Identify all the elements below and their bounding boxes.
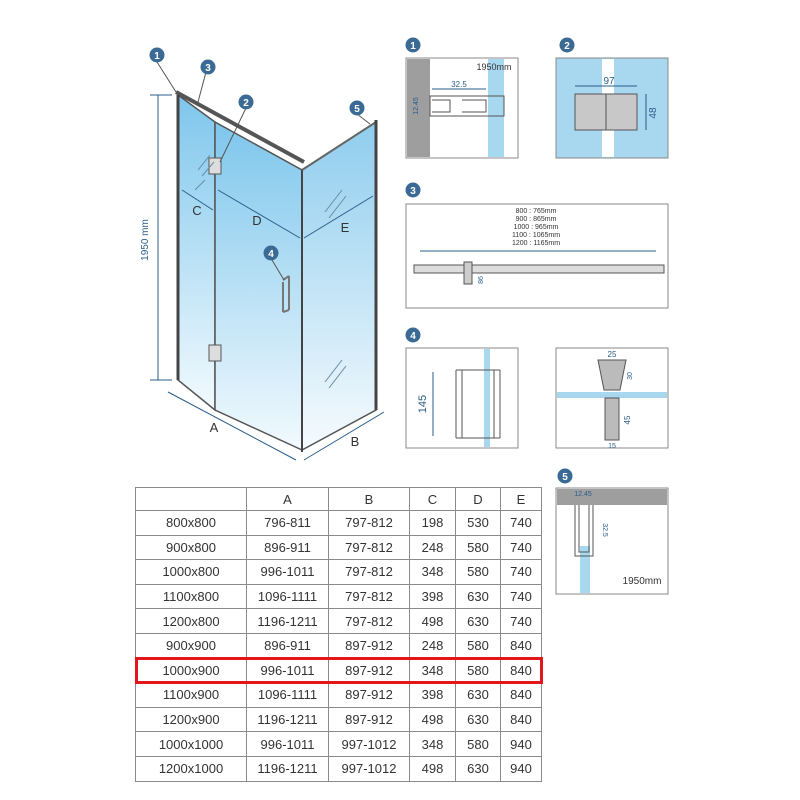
table-cell: 248 <box>410 535 456 560</box>
table-cell: 840 <box>501 633 542 658</box>
table-cell: 897-912 <box>329 707 410 732</box>
detail-5-drawing <box>555 486 670 596</box>
dim-label-b: B <box>350 434 360 449</box>
detail-2 <box>556 38 668 159</box>
table-cell: 900x800 <box>136 535 247 560</box>
table-cell: 997-1012 <box>329 732 410 757</box>
header-e: E <box>501 488 542 511</box>
header-d: D <box>456 488 501 511</box>
table-cell: 198 <box>410 511 456 536</box>
detail-5 <box>558 469 573 484</box>
table-cell: 896-911 <box>247 633 329 658</box>
enclosure-drawing <box>176 92 376 452</box>
svg-text:12.45: 12.45 <box>574 491 592 498</box>
table-row <box>136 560 542 585</box>
table-row <box>136 658 542 683</box>
table-cell: 1000x900 <box>136 658 247 683</box>
table-cell: 398 <box>410 683 456 708</box>
table-cell: 740 <box>501 511 542 536</box>
detail-1 <box>406 38 519 159</box>
table-cell: 997-1012 <box>329 756 410 781</box>
svg-text:30: 30 <box>627 372 634 380</box>
svg-text:900 : 865mm: 900 : 865mm <box>515 216 557 223</box>
table-cell: 348 <box>410 560 456 585</box>
svg-text:145: 145 <box>417 394 429 414</box>
svg-text:2: 2 <box>564 41 570 52</box>
svg-text:1200 : 1165mm: 1200 : 1165mm <box>511 240 561 247</box>
svg-text:3: 3 <box>410 186 416 197</box>
table-cell: 248 <box>410 633 456 658</box>
svg-text:2: 2 <box>243 98 249 109</box>
side-panel <box>302 122 376 450</box>
table-cell: 797-812 <box>329 535 410 560</box>
svg-text:1: 1 <box>410 41 416 52</box>
svg-text:3: 3 <box>205 63 211 74</box>
table-cell: 1196-1211 <box>247 707 329 732</box>
table-cell: 580 <box>456 535 501 560</box>
table-cell: 630 <box>456 707 501 732</box>
table-cell: 530 <box>456 511 501 536</box>
table-header-row <box>136 488 542 511</box>
table-cell: 797-812 <box>329 560 410 585</box>
table-cell: 498 <box>410 707 456 732</box>
table-cell: 900x900 <box>136 633 247 658</box>
table-row <box>136 535 542 560</box>
table-cell: 498 <box>410 756 456 781</box>
table-cell: 896-911 <box>247 535 329 560</box>
table-cell: 797-812 <box>329 609 410 634</box>
height-label: 1950 mm <box>140 219 151 261</box>
table-cell: 740 <box>501 609 542 634</box>
table-row <box>136 756 542 781</box>
svg-text:48: 48 <box>648 107 659 119</box>
svg-text:97: 97 <box>603 76 615 87</box>
callout-2 <box>239 95 254 110</box>
table-row <box>136 584 542 609</box>
table-cell: 1196-1211 <box>247 609 329 634</box>
dim-label-d: D <box>252 213 262 228</box>
callout-4 <box>264 246 279 261</box>
svg-text:1: 1 <box>154 51 160 62</box>
table-cell: 398 <box>410 584 456 609</box>
svg-text:15: 15 <box>608 443 616 450</box>
table-cell: 1100x900 <box>136 683 247 708</box>
table-cell: 996-1011 <box>247 732 329 757</box>
table-cell: 1200x1000 <box>136 756 247 781</box>
detail-4 <box>406 328 669 451</box>
svg-text:1000 : 965mm: 1000 : 965mm <box>513 224 559 231</box>
table-cell: 740 <box>501 560 542 585</box>
table-cell: 797-812 <box>329 511 410 536</box>
table-cell: 840 <box>501 658 542 683</box>
svg-text:5: 5 <box>562 472 568 483</box>
table-cell: 498 <box>410 609 456 634</box>
table-cell: 580 <box>456 732 501 757</box>
table-cell: 940 <box>501 756 542 781</box>
table-cell: 797-812 <box>329 584 410 609</box>
svg-text:12.45: 12.45 <box>413 97 420 115</box>
dim-label-e: E <box>340 220 350 235</box>
svg-text:45: 45 <box>623 415 632 425</box>
svg-text:4: 4 <box>268 249 274 260</box>
svg-text:800 : 765mm: 800 : 765mm <box>515 208 557 215</box>
table-cell: 630 <box>456 756 501 781</box>
svg-text:5: 5 <box>354 104 360 115</box>
table-cell: 348 <box>410 732 456 757</box>
header-b: B <box>329 488 410 511</box>
svg-text:32.5: 32.5 <box>601 523 608 537</box>
table-cell: 740 <box>501 584 542 609</box>
table-cell: 897-912 <box>329 633 410 658</box>
table-cell: 630 <box>456 584 501 609</box>
table-row <box>136 683 542 708</box>
table-cell: 840 <box>501 683 542 708</box>
table-cell: 740 <box>501 535 542 560</box>
table-cell: 800x800 <box>136 511 247 536</box>
callout-3 <box>201 60 216 75</box>
callout-1 <box>150 48 165 63</box>
svg-text:1100 : 1065mm: 1100 : 1065mm <box>511 232 561 239</box>
header-a: A <box>247 488 329 511</box>
table-cell: 1200x800 <box>136 609 247 634</box>
table-row <box>136 511 542 536</box>
table-cell: 1096-1111 <box>247 683 329 708</box>
table-cell: 1200x900 <box>136 707 247 732</box>
svg-text:4: 4 <box>410 331 416 342</box>
svg-text:1950mm: 1950mm <box>622 576 662 587</box>
svg-text:86: 86 <box>478 276 485 284</box>
table-cell: 1000x1000 <box>136 732 247 757</box>
callout-5 <box>350 101 365 116</box>
table-cell: 996-1011 <box>247 658 329 683</box>
table-cell: 996-1011 <box>247 560 329 585</box>
table-cell: 1000x800 <box>136 560 247 585</box>
table-cell: 897-912 <box>329 658 410 683</box>
svg-text:32.5: 32.5 <box>451 80 467 89</box>
table-cell: 796-811 <box>247 511 329 536</box>
hinge-bottom <box>209 345 221 361</box>
fixed-panel <box>178 95 215 410</box>
table-cell: 630 <box>456 609 501 634</box>
table-cell: 580 <box>456 560 501 585</box>
dim-label-c: C <box>192 203 202 218</box>
table-cell: 897-912 <box>329 683 410 708</box>
dim-label-a: A <box>209 420 219 435</box>
table-cell: 940 <box>501 732 542 757</box>
table-cell: 630 <box>456 683 501 708</box>
table-cell: 348 <box>410 658 456 683</box>
table-row <box>136 633 542 658</box>
table-row <box>136 609 542 634</box>
table-row <box>136 707 542 732</box>
svg-text:1950mm: 1950mm <box>476 62 512 72</box>
table-cell: 1100x800 <box>136 584 247 609</box>
table-cell: 580 <box>456 633 501 658</box>
table-row <box>136 732 542 757</box>
header-c: C <box>410 488 456 511</box>
dimensions-table <box>135 487 542 782</box>
detail-3 <box>406 183 669 309</box>
table-cell: 840 <box>501 707 542 732</box>
table-cell: 580 <box>456 658 501 683</box>
table-cell: 1096-1111 <box>247 584 329 609</box>
header-size <box>136 488 247 511</box>
svg-text:25: 25 <box>607 350 617 359</box>
table-cell: 1196-1211 <box>247 756 329 781</box>
